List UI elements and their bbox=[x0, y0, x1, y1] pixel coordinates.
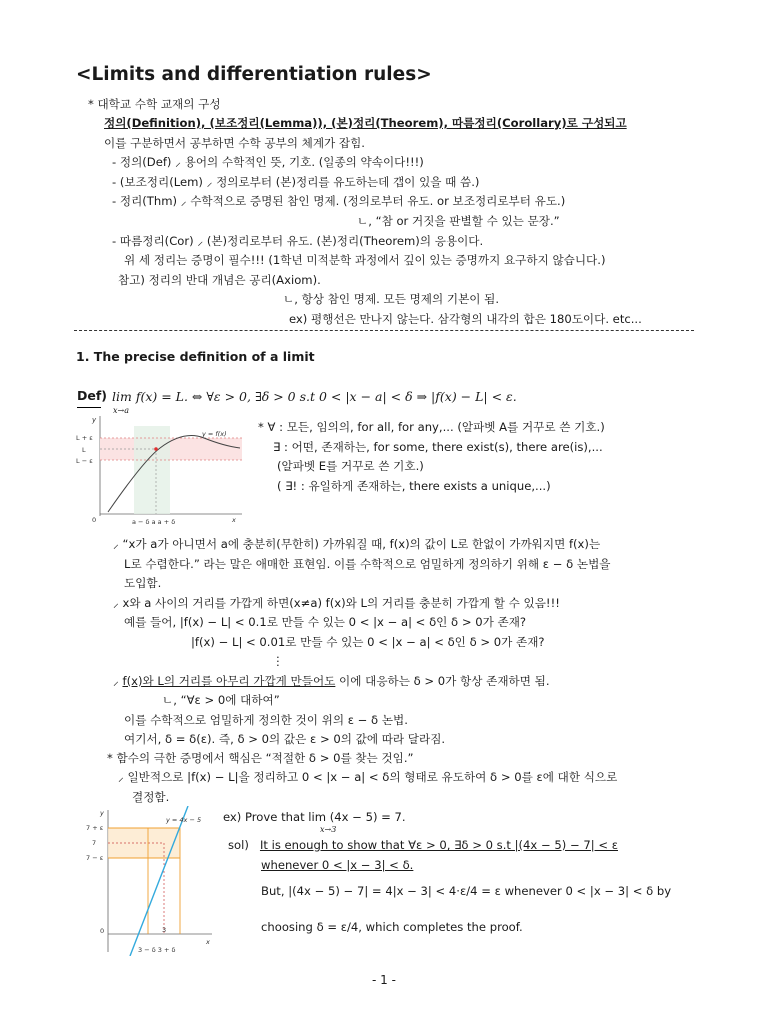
graph2-three-label: 3 bbox=[162, 926, 167, 934]
page-title: <Limits and differentiation rules> bbox=[76, 64, 432, 85]
limit-sub: x→a bbox=[113, 406, 129, 415]
section-title: 1. The precise definition of a limit bbox=[76, 349, 315, 364]
body-line: 여기서, δ = δ(ε). 즉, δ > 0의 값은 ε > 0의 값에 따라 달라짐. bbox=[124, 732, 446, 746]
body-line: ⸝ 일반적으로 |f(x) − L|을 정리하고 0 < |x − a| < δ의 형태로 유도하여 δ > 0를 ε에 대한 식으로 bbox=[118, 770, 618, 784]
body-line: 예를 들어, |f(x) − L| < 0.1로 만들 수 있는 0 < |x − a| < δ인 δ > 0가 존재? bbox=[124, 615, 527, 629]
graph-l-label: L bbox=[82, 446, 86, 454]
axiom-desc: ㄴ, 항상 참인 명제. 모든 명제의 기본이 됨. bbox=[283, 292, 500, 306]
solution-line: whenever 0 < |x − 3| < δ. bbox=[261, 858, 414, 872]
exists-note-2: (알파벳 E를 거꾸로 쓴 기호.) bbox=[277, 459, 424, 473]
solution-line: choosing δ = ε/4, which completes the proof. bbox=[261, 920, 523, 934]
graph-x-label: x bbox=[232, 516, 236, 524]
body-line: |f(x) − L| < 0.01로 만들 수 있는 0 < |x − a| < δ인 δ > 0가 존재? bbox=[191, 635, 545, 649]
theorem-note: ㄴ, “참 or 거짓을 판별할 수 있는 문장.” bbox=[357, 214, 560, 228]
example-statement: ex) Prove that lim (4x − 5) = 7. bbox=[223, 810, 406, 824]
graph-y-label: y bbox=[92, 416, 97, 424]
graph2-y3-label: 7 − ε bbox=[86, 854, 104, 862]
solution-text: It is enough to show that ∀ε > 0, ∃δ > 0 s.t |(4x − 5) − 7| < ε bbox=[259, 838, 618, 852]
def-label-underline bbox=[77, 407, 101, 408]
graph-ticks-label: a − δ a a + δ bbox=[132, 518, 176, 526]
intro-heading: * 대학교 수학 교재의 구성 bbox=[88, 97, 221, 111]
body-line: 결정함. bbox=[132, 790, 170, 804]
forall-note: * ∀ : 모든, 임의의, for all, for any,... (알파벳 A를 거꾸로 쓴 기호.) bbox=[258, 420, 605, 434]
body-line: 도입함. bbox=[124, 576, 162, 590]
graph2-y2-label: 7 bbox=[92, 839, 97, 847]
body-line: ⸝ “x가 a가 아니면서 a에 충분히(무한히) 가까워질 때, f(x)의 값이 L로 한없이 가까워지면 f(x)는 bbox=[113, 537, 601, 551]
body-ellipsis: ⋮ bbox=[272, 654, 284, 668]
axiom-example: ex) 평행선은 만나지 않는다. 삼각형의 내각의 합은 180도이다. etc... bbox=[289, 312, 642, 326]
intro-structure: 정의(Definition), (보조정리(Lemma)), (본)정리(Theorem), 따름정리(Corollary)로 구성되고 bbox=[104, 116, 627, 130]
graph-lme-label: L − ε bbox=[76, 457, 93, 465]
graph2-origin-label: 0 bbox=[100, 927, 105, 935]
graph2-fx-label: y = 4x − 5 bbox=[166, 816, 202, 824]
body-bullet: ⸝ bbox=[113, 674, 123, 688]
axiom-note: 참고) 정리의 반대 개념은 공리(Axiom). bbox=[118, 273, 321, 287]
example-sub: x→3 bbox=[320, 825, 337, 834]
linear-limit-graph bbox=[84, 806, 216, 956]
section-divider bbox=[74, 330, 694, 331]
body-line bbox=[113, 674, 550, 689]
solution-label: sol) bbox=[228, 838, 249, 852]
body-line: ⸝ x와 a 사이의 거리를 가깝게 하면(x≠a) f(x)와 L의 거리를 충분히 가깝게 할 수 있음!!! bbox=[113, 596, 560, 610]
body-line: 이를 수학적으로 엄밀하게 정의한 것이 위의 ε − δ 논법. bbox=[124, 713, 408, 727]
graph2-y-label: y bbox=[100, 809, 104, 817]
unique-note: ( ∃! : 유일하게 존재하는, there exists a unique,...) bbox=[277, 479, 551, 493]
solution-line: But, |(4x − 5) − 7| = 4|x − 3| < 4·ε/4 = ε whenever 0 < |x − 3| < δ by bbox=[261, 884, 672, 898]
graph-fx-label: y = f(x) bbox=[202, 430, 227, 438]
body-key-point: * 함수의 극한 증명에서 핵심은 “적절한 δ > 0를 찾는 것임.” bbox=[107, 751, 414, 765]
theorem-item: - 정리(Thm) ⸝ 수학적으로 증명된 참인 명제. (정의로부터 유도. or 보조정리로부터 유도.) bbox=[112, 194, 566, 208]
graph2-x-label: x bbox=[206, 938, 210, 946]
intro-line: 이를 구분하면서 공부하면 수학 공부의 체계가 잡힘. bbox=[104, 136, 365, 150]
limit-graph bbox=[74, 412, 246, 530]
def-label: Def) bbox=[77, 388, 108, 403]
lemma-item: - (보조정리(Lem) ⸝ 정의로부터 (본)정리를 유도하는데 갭이 있을 때 씀.) bbox=[112, 175, 480, 189]
body-underline: f(x)와 L의 거리를 아무리 가깝게 만들어도 bbox=[122, 674, 336, 688]
graph2-y1-label: 7 + ε bbox=[86, 824, 104, 832]
body-tail: 이에 대응하는 δ > 0가 항상 존재하면 됨. bbox=[335, 674, 550, 688]
corollary-item: - 따름정리(Cor) ⸝ (본)정리로부터 유도. (본)정리(Theorem)의 응용이다. bbox=[112, 234, 484, 248]
body-line: ㄴ, “∀ε > 0에 대하여” bbox=[162, 693, 280, 707]
exists-note: ∃ : 어떤, 존재하는, for some, there exist(s), there are(is),... bbox=[273, 440, 603, 454]
page-number: - 1 - bbox=[372, 973, 396, 987]
graph2-x-ticks: 3 − δ 3 + δ bbox=[138, 946, 176, 954]
def-item: - 정의(Def) ⸝ 용어의 수학적인 뜻, 기호. (일종의 약속이다!!!) bbox=[112, 155, 424, 169]
graph-lpe-label: L + ε bbox=[76, 434, 93, 442]
graph-origin-label: 0 bbox=[92, 516, 97, 524]
body-line: L로 수렴한다.” 라는 말은 애매한 표현임. 이를 수학적으로 엄밀하게 정의하기 위해 ε − δ 논법을 bbox=[124, 557, 611, 571]
limit-definition: lim f(x) = L. ⇔ ∀ε > 0, ∃δ > 0 s.t 0 < |x − a| < δ ⇒ |f(x) − L| < ε. bbox=[112, 389, 517, 404]
solution-line bbox=[228, 838, 618, 853]
proof-note: 위 세 정리는 증명이 필수!!! (1학년 미적분학 과정에서 깊이 있는 증명까지 요구하지 않습니다.) bbox=[124, 253, 606, 267]
